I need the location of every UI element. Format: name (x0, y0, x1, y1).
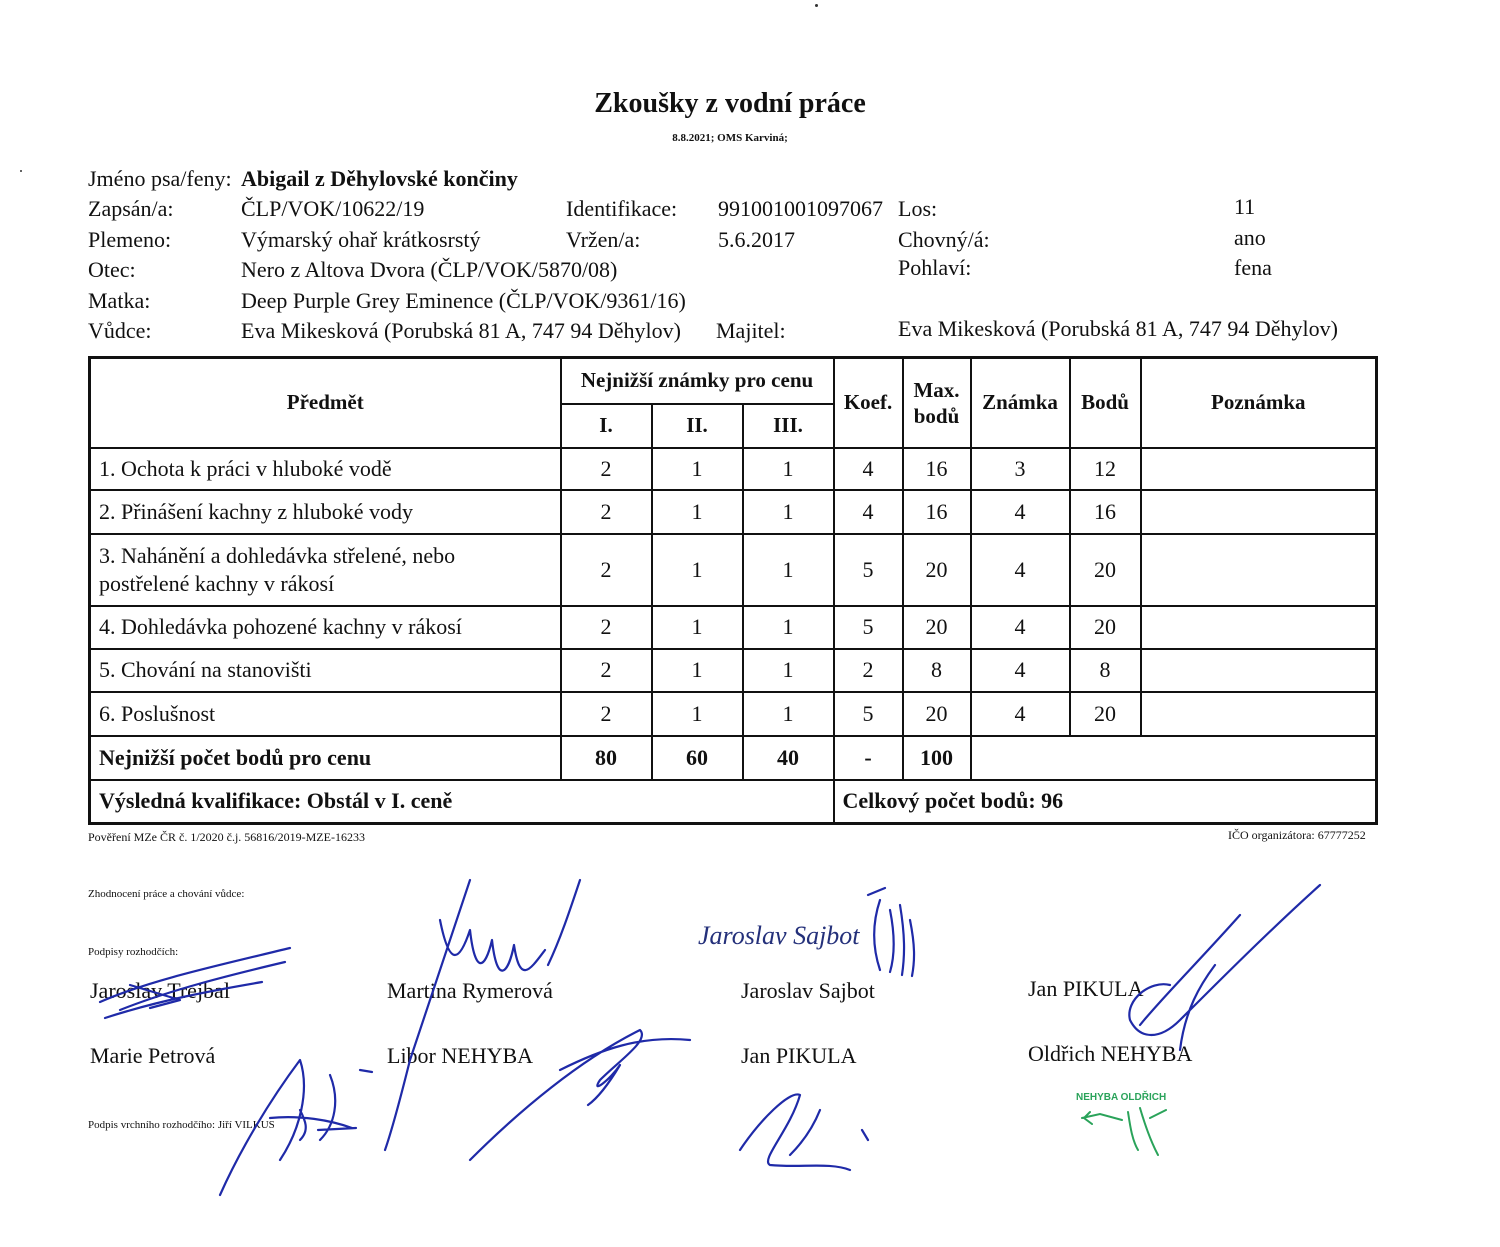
grade-cell: 4 (971, 649, 1070, 692)
note-cell (1141, 490, 1377, 534)
scan-speck (815, 4, 818, 7)
grade-cell: 3 (971, 448, 1070, 490)
handler-value: Eva Mikesková (Porubská 81 A, 747 94 Děhylov) (241, 318, 681, 343)
final-qualification: Výsledná kvalifikace: Obstál v I. ceně (90, 780, 834, 824)
prize3-cell: 1 (743, 692, 834, 736)
prize1-cell: 2 (561, 649, 652, 692)
id-value: 991001001097067 (718, 196, 883, 221)
signature-vilkus (270, 1110, 352, 1140)
subject-cell: 5. Chování na stanovišti (90, 649, 561, 692)
subject-line-2: postřelené kachny v rákosí (99, 570, 335, 596)
sex-value: fena (1234, 255, 1272, 280)
evaluation-label: Zhodnocení práce a chování vůdce: (88, 888, 245, 900)
owner-value: Eva Mikesková (Porubská 81 A, 747 94 Děhylov) (898, 316, 1338, 341)
subject-cell: 4. Dohledávka pohozené kachny v rákosí (90, 606, 561, 649)
col-min-grades: Nejnižší známky pro cenu (561, 358, 834, 404)
organizer-ico: IČO organizátora: 67777252 (1228, 828, 1366, 842)
coef-cell: 4 (834, 448, 903, 490)
points-cell: 20 (1070, 692, 1141, 736)
points-cell: 8 (1070, 649, 1141, 692)
born-value: 5.6.2017 (718, 227, 795, 252)
handwritten-name: Jaroslav Sajbot (698, 921, 860, 950)
grade-cell: 4 (971, 534, 1070, 606)
handler-label: Vůdce: (88, 318, 152, 343)
prize2-cell: 1 (652, 606, 743, 649)
prize1-cell: 2 (561, 534, 652, 606)
judges-label: Podpisy rozhodčích: (88, 946, 179, 958)
grade-cell: 4 (971, 490, 1070, 534)
prize2-cell: 1 (652, 448, 743, 490)
judge-name: Jan PIKULA (1028, 976, 1144, 1001)
prize3-cell: 1 (743, 448, 834, 490)
prize3-cell: 1 (743, 606, 834, 649)
header-row (90, 358, 1377, 404)
col-prize-1: I. (561, 404, 652, 448)
judge-name: Jaroslav Trejbal (90, 978, 230, 1003)
coef-cell: 4 (834, 490, 903, 534)
registered-value: ČLP/VOK/10622/19 (241, 196, 425, 221)
coef-cell: 2 (834, 649, 903, 692)
lot-value: 11 (1234, 194, 1256, 219)
coef-cell: 5 (834, 692, 903, 736)
total-points: Celkový počet bodů: 96 (834, 780, 1377, 824)
note-cell (1141, 534, 1377, 606)
min-points-empty (971, 736, 1377, 780)
grade-cell: 4 (971, 606, 1070, 649)
note-cell (1141, 649, 1377, 692)
col-grade: Známka (971, 358, 1070, 448)
prize3-cell: 1 (743, 490, 834, 534)
lot-label: Los: (898, 196, 938, 221)
table-row (90, 606, 1377, 649)
subject-cell: 2. Přinášení kachny z hluboké vody (90, 490, 561, 534)
min-points-label: Nejnižší počet bodů pro cenu (90, 736, 561, 780)
father-value: Nero z Altova Dvora (ČLP/VOK/5870/08) (241, 257, 618, 282)
judge-name: Jan PIKULA (741, 1043, 857, 1068)
max-cell: 8 (903, 649, 971, 692)
note-cell (1141, 692, 1377, 736)
prize2-cell: 1 (652, 649, 743, 692)
table-row (90, 692, 1377, 736)
col-max (903, 358, 971, 448)
points-cell: 20 (1070, 606, 1141, 649)
dog-name-label: Jméno psa/feny: (88, 166, 232, 191)
note-cell (1141, 448, 1377, 490)
col-note: Poznámka (1141, 358, 1377, 448)
results-table (88, 356, 1378, 825)
mother-value: Deep Purple Grey Eminence (ČLP/VOK/9361/16) (241, 288, 686, 313)
subject-cell (90, 534, 561, 606)
judge-name: Martina Rymerová (387, 978, 553, 1003)
signature-pikula-1 (740, 1094, 868, 1170)
points-cell: 12 (1070, 448, 1141, 490)
min-points-p1: 80 (561, 736, 652, 780)
signature-pikula-2 (1129, 885, 1320, 1050)
prize1-cell: 2 (561, 448, 652, 490)
min-points-max: 100 (903, 736, 971, 780)
table-row (90, 448, 1377, 490)
breeding-value: ano (1234, 225, 1266, 250)
col-prize-3: III. (743, 404, 834, 448)
max-cell: 16 (903, 448, 971, 490)
breed-value: Výmarský ohař krátkosrstý (241, 227, 481, 252)
dog-name: Abigail z Děhylovské končiny (241, 166, 518, 191)
prize1-cell: 2 (561, 490, 652, 534)
breed-label: Plemeno: (88, 227, 172, 252)
scan-speck (20, 170, 22, 172)
judge-name: Marie Petrová (90, 1043, 216, 1068)
col-max-line2: bodů (913, 403, 960, 428)
page-subtitle: 8.8.2021; OMS Karviná; (672, 132, 788, 144)
min-points-p3: 40 (743, 736, 834, 780)
green-stamp: NEHYBA OLDŘICH (1076, 1092, 1167, 1103)
stamp-signature (1082, 1108, 1166, 1155)
col-prize-2: II. (652, 404, 743, 448)
subject-line-1: 3. Nahánění a dohledávka střelené, nebo (99, 542, 456, 568)
final-row (90, 780, 1377, 824)
judge-name: Jaroslav Sajbot (741, 978, 875, 1003)
points-cell: 20 (1070, 534, 1141, 606)
subject-cell: 6. Poslušnost (90, 692, 561, 736)
registered-label: Zapsán/a: (88, 196, 174, 221)
mother-label: Matka: (88, 288, 151, 313)
subject-cell: 1. Ochota k práci v hluboké vodě (90, 448, 561, 490)
judge-name: Libor NEHYBA (387, 1043, 534, 1068)
max-cell: 20 (903, 606, 971, 649)
chief-judge: Podpis vrchního rozhodčího: Jiří VILKUS (88, 1119, 275, 1131)
prize2-cell: 1 (652, 692, 743, 736)
col-points: Bodů (1070, 358, 1141, 448)
table-row (90, 534, 1377, 606)
page-title: Zkoušky z vodní práce (594, 88, 866, 119)
prize2-cell: 1 (652, 490, 743, 534)
coef-cell: 5 (834, 534, 903, 606)
judge-name: Oldřich NEHYBA (1028, 1041, 1193, 1066)
points-cell: 16 (1070, 490, 1141, 534)
prize3-cell: 1 (743, 649, 834, 692)
col-max-line1: Max. (913, 377, 960, 402)
max-cell: 20 (903, 534, 971, 606)
note-cell (1141, 606, 1377, 649)
coef-cell: 5 (834, 606, 903, 649)
col-coef: Koef. (834, 358, 903, 448)
id-label: Identifikace: (566, 196, 678, 221)
prize1-cell: 2 (561, 606, 652, 649)
born-label: Vržen/a: (566, 227, 641, 252)
max-cell: 16 (903, 490, 971, 534)
breeding-label: Chovný/á: (898, 227, 990, 252)
authorization-note: Pověření MZe ČR č. 1/2020 č.j. 56816/2019-MZE-16233 (88, 830, 365, 844)
owner-label: Majitel: (716, 318, 786, 343)
prize2-cell: 1 (652, 534, 743, 606)
signature-sajbot-mark (868, 888, 914, 976)
table-row (90, 490, 1377, 534)
min-points-row (90, 736, 1377, 780)
grade-cell: 4 (971, 692, 1070, 736)
prize1-cell: 2 (561, 692, 652, 736)
sex-label: Pohlaví: (898, 255, 972, 280)
prize3-cell: 1 (743, 534, 834, 606)
min-points-p2: 60 (652, 736, 743, 780)
father-label: Otec: (88, 257, 136, 282)
min-points-coef: - (834, 736, 903, 780)
col-subject: Předmět (90, 358, 561, 448)
table-row (90, 649, 1377, 692)
max-cell: 20 (903, 692, 971, 736)
signature-rymerova (385, 880, 580, 1150)
